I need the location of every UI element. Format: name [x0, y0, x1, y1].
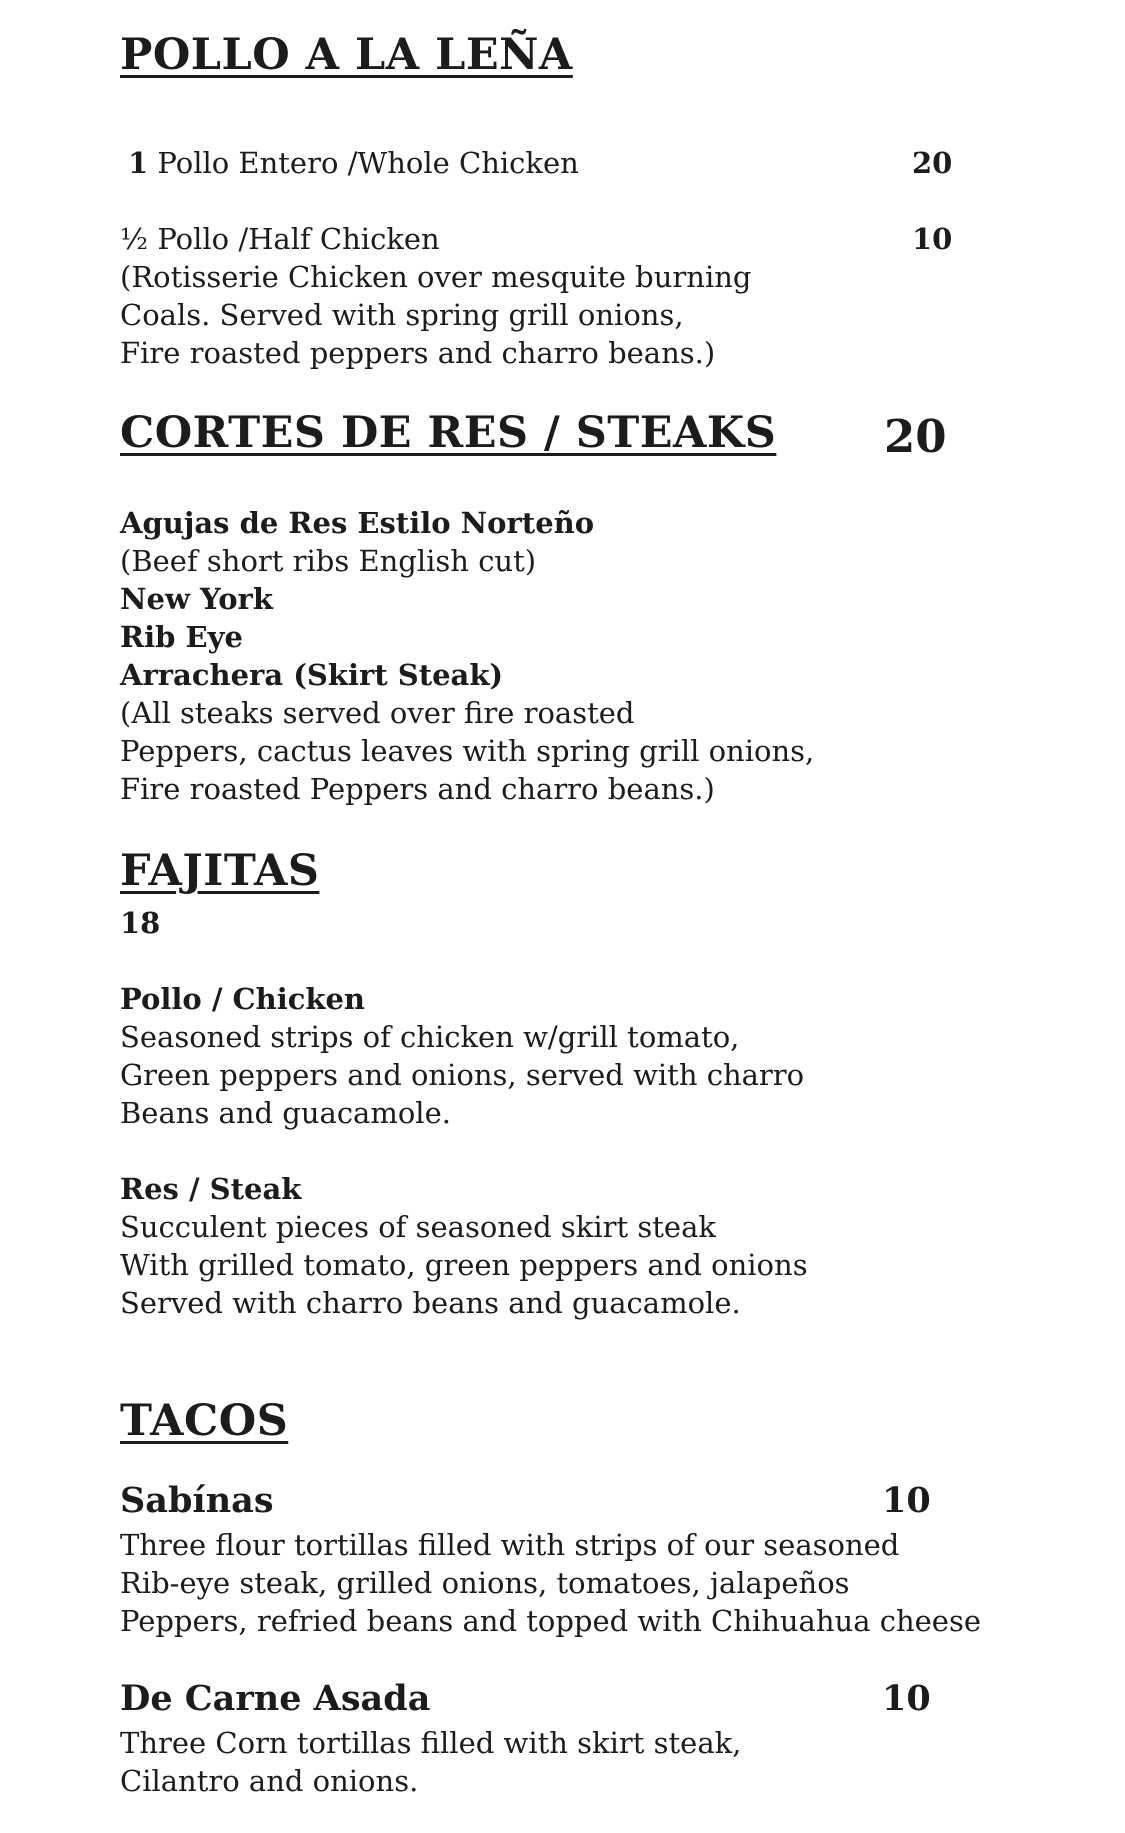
price-half-chicken: 10	[912, 222, 953, 256]
item-description: Fire roasted Peppers and charro beans.)	[120, 772, 715, 806]
item-description: Three Corn tortillas filled with skirt steak,	[120, 1726, 742, 1760]
item-description: Peppers, refried beans and topped with Chihuahua cheese	[120, 1604, 981, 1638]
menu-item-agujas: Agujas de Res Estilo Norteño	[120, 506, 595, 540]
item-description: Peppers, cactus leaves with spring grill onions,	[120, 734, 815, 768]
price-whole-chicken: 20	[912, 146, 953, 180]
menu-item-carne-asada: De Carne Asada	[120, 1678, 431, 1719]
price-carne-asada: 10	[882, 1678, 931, 1719]
item-description: With grilled tomato, green peppers and onions	[120, 1248, 808, 1282]
menu-item-new-york: New York	[120, 582, 273, 616]
item-description: Beans and guacamole.	[120, 1096, 451, 1130]
item-description: Rib-eye steak, grilled onions, tomatoes, jalapeños	[120, 1566, 850, 1600]
item-description: Served with charro beans and guacamole.	[120, 1286, 741, 1320]
item-description: (Beef short ribs English cut)	[120, 544, 537, 578]
section-heading-steaks: CORTES DE RES / STEAKS	[120, 408, 777, 458]
section-heading-tacos: TACOS	[120, 1396, 289, 1446]
item-description: Green peppers and onions, served with charro	[120, 1058, 805, 1092]
item-quantity: 1	[128, 146, 149, 180]
item-name: Pollo Entero /Whole Chicken	[157, 146, 579, 180]
menu-item-rib-eye: Rib Eye	[120, 620, 243, 654]
menu-item-sabinas: Sabínas	[120, 1480, 274, 1521]
item-description: Coals. Served with spring grill onions,	[120, 298, 684, 332]
item-description: Fire roasted peppers and charro beans.)	[120, 336, 716, 370]
item-description: Cilantro and onions.	[120, 1764, 419, 1798]
menu-item-half-chicken: ½ Pollo /Half Chicken	[120, 222, 440, 256]
price-steaks: 20	[884, 410, 947, 463]
menu-item-whole-chicken	[128, 144, 579, 182]
item-description: Succulent pieces of seasoned skirt steak	[120, 1210, 716, 1244]
menu-item-fajitas-chicken: Pollo / Chicken	[120, 982, 365, 1016]
menu-item-fajitas-steak: Res / Steak	[120, 1172, 302, 1206]
section-heading-pollo: POLLO A LA LEÑA	[120, 30, 573, 80]
item-description: (All steaks served over fire roasted	[120, 696, 635, 730]
menu-item-arrachera: Arrachera (Skirt Steak)	[120, 658, 504, 692]
price-sabinas: 10	[882, 1480, 931, 1521]
item-description: Seasoned strips of chicken w/grill tomato,	[120, 1020, 740, 1054]
price-fajitas: 18	[120, 906, 161, 940]
item-description: (Rotisserie Chicken over mesquite burning	[120, 260, 752, 294]
section-heading-fajitas: FAJITAS	[120, 846, 320, 896]
item-description: Three flour tortillas filled with strips of our seasoned	[120, 1528, 900, 1562]
